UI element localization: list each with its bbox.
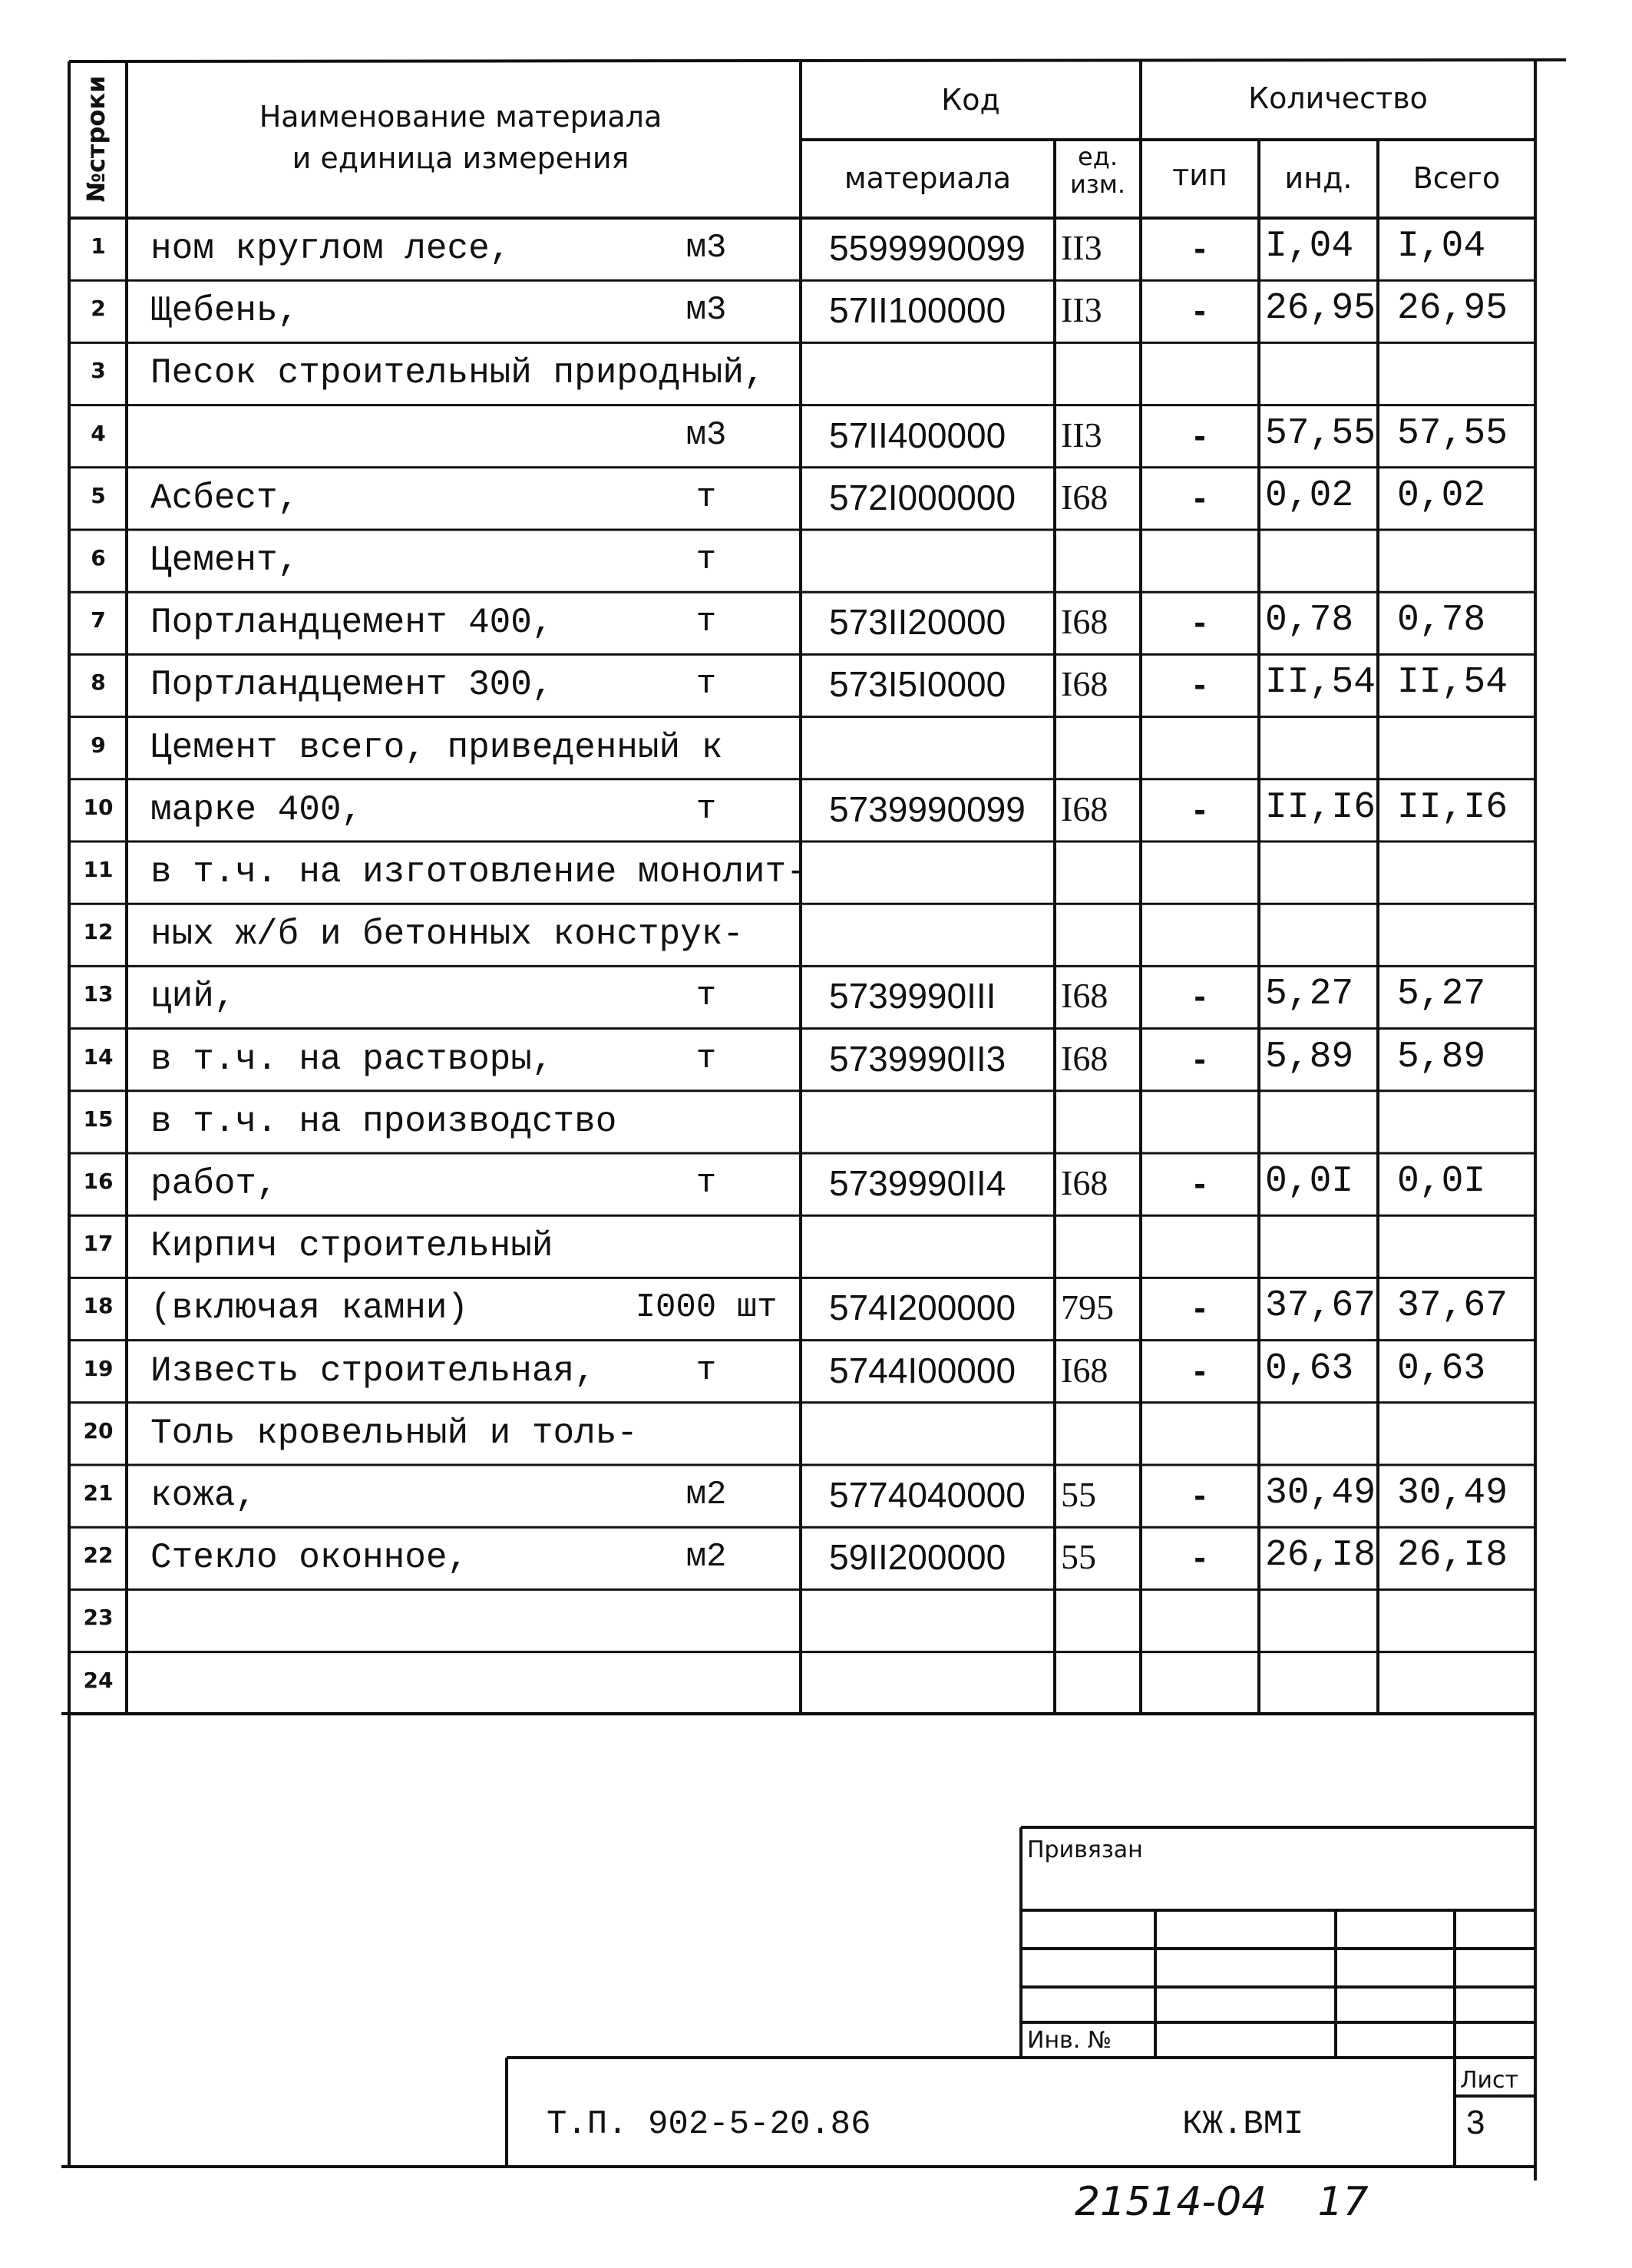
qty-type: -	[1194, 1288, 1206, 1328]
qty-total: 0,0I	[1397, 1161, 1486, 1202]
qty-ind: 0,63	[1265, 1347, 1354, 1390]
material-name: марке 400,	[150, 789, 363, 830]
qty-ind: 30,49	[1265, 1473, 1376, 1514]
row-number: 15	[83, 1106, 114, 1132]
material-name: Асбест,	[150, 478, 299, 518]
row-number: 6	[91, 545, 106, 570]
qty-ind: 5,89	[1265, 1036, 1354, 1078]
material-name: Кирпич строительный	[150, 1226, 553, 1267]
qty-ind: 37,67	[1265, 1285, 1376, 1327]
row-number: 16	[83, 1169, 114, 1194]
unit-code: I68	[1061, 1038, 1108, 1078]
material-name: ций,	[150, 977, 236, 1017]
material-name: Цемент,	[150, 541, 299, 580]
material-code: 573II20000	[829, 602, 1006, 643]
header-qty-type: тип	[1172, 158, 1227, 192]
qty-ind: 26,95	[1265, 288, 1376, 330]
row-number: 24	[83, 1667, 114, 1693]
row-number: 4	[91, 420, 106, 446]
unit-code: I68	[1061, 664, 1108, 704]
stamp-sheet-label: Лист	[1460, 2067, 1519, 2094]
unit-code: 55	[1061, 1537, 1096, 1577]
qty-total: 0,02	[1397, 474, 1486, 517]
qty-type: -	[1194, 290, 1206, 331]
row-number: 20	[83, 1417, 114, 1443]
unit-of-measure: т	[695, 1164, 717, 1202]
qty-ind: 57,55	[1265, 412, 1376, 455]
material-name: ных ж/б и бетонных конструк-	[150, 914, 744, 955]
unit-code: I68	[1061, 1163, 1108, 1202]
qty-type: -	[1194, 602, 1206, 643]
unit-code: II3	[1061, 415, 1102, 455]
unit-code: I68	[1061, 477, 1108, 517]
row-number: 9	[91, 732, 106, 758]
row-number: 13	[83, 981, 114, 1007]
row-number: 10	[83, 794, 114, 820]
unit-of-measure: т	[695, 603, 717, 642]
material-name: в т.ч. на изготовление монолит-	[150, 852, 808, 892]
unit-of-measure: т	[695, 541, 717, 579]
qty-total: 0,78	[1397, 600, 1486, 642]
unit-of-measure: т	[695, 1039, 717, 1078]
unit-of-measure: м3	[686, 415, 727, 455]
material-name: в т.ч. на производство	[150, 1101, 617, 1142]
qty-total: 5,89	[1397, 1036, 1486, 1078]
unit-of-measure: т	[695, 1351, 717, 1390]
stamp-sheet-number: 3	[1466, 2104, 1485, 2141]
stamp-privyazan: Привязан	[1027, 1837, 1143, 1863]
material-name: ном круглом лесе,	[150, 229, 511, 269]
qty-type: -	[1194, 664, 1206, 705]
row-number: 12	[83, 919, 114, 945]
material-name: Известь строительная,	[150, 1351, 596, 1391]
qty-type: -	[1194, 1350, 1206, 1390]
unit-of-measure: т	[695, 977, 717, 1016]
qty-total: I,04	[1397, 226, 1486, 267]
material-name: Портландцемент 400,	[150, 603, 553, 643]
material-name: Стекло оконное,	[150, 1538, 469, 1579]
unit-code: 55	[1061, 1475, 1096, 1514]
header-quantity-group: Количество	[1248, 81, 1428, 115]
qty-type: -	[1194, 976, 1206, 1017]
material-name: Толь кровельный и толь-	[150, 1413, 638, 1453]
qty-type: -	[1194, 415, 1206, 455]
qty-ind: 0,0I	[1265, 1161, 1354, 1202]
unit-code: I68	[1061, 789, 1108, 828]
qty-total: 5,27	[1397, 974, 1486, 1016]
qty-total: 26,I8	[1397, 1535, 1508, 1577]
qty-ind: I,04	[1265, 226, 1354, 267]
row-number: 7	[91, 607, 106, 633]
material-name: работ,	[150, 1164, 278, 1204]
qty-type: -	[1194, 1537, 1206, 1578]
row-number: 17	[83, 1231, 114, 1257]
qty-ind: 5,27	[1265, 974, 1354, 1016]
qty-total: 0,63	[1397, 1347, 1486, 1390]
qty-type: -	[1194, 477, 1206, 517]
row-number: 23	[83, 1605, 114, 1631]
row-number: 19	[83, 1355, 114, 1381]
material-code: 57II100000	[829, 290, 1006, 331]
unit-code: I68	[1061, 602, 1108, 642]
unit-code: II3	[1061, 290, 1102, 330]
material-code: 5739990II3	[829, 1038, 1006, 1079]
unit-of-measure: т	[695, 478, 717, 517]
material-code: 574I200000	[829, 1288, 1016, 1328]
header-code-material: материала	[844, 161, 1012, 195]
qty-type: -	[1194, 1163, 1206, 1203]
unit-of-measure: м3	[686, 291, 727, 330]
unit-of-measure: I000 шт	[635, 1288, 778, 1327]
row-number: 2	[91, 296, 106, 322]
row-number: 5	[91, 482, 106, 508]
header-row-number: №строки	[81, 75, 111, 203]
row-number: 8	[91, 669, 106, 696]
qty-total: 37,67	[1397, 1285, 1508, 1327]
qty-total: 30,49	[1397, 1473, 1508, 1514]
header-qty-total: Всего	[1412, 161, 1501, 195]
row-number: 18	[83, 1293, 114, 1319]
unit-of-measure: м2	[686, 1476, 727, 1514]
qty-ind: II,54	[1265, 662, 1376, 704]
material-code: 573I5I0000	[829, 664, 1006, 705]
header-qty-ind: инд.	[1284, 161, 1353, 195]
stamp-sheet-code: КЖ.ВМI	[1182, 2105, 1304, 2144]
material-code: 5739990II4	[829, 1163, 1006, 1203]
material-code: 59II200000	[829, 1537, 1006, 1578]
qty-total: 57,55	[1397, 412, 1508, 455]
unit-code: II3	[1061, 228, 1102, 267]
material-code: 5739990099	[829, 789, 1026, 829]
material-name: в т.ч. на растворы,	[150, 1039, 553, 1079]
qty-type: -	[1194, 1038, 1206, 1079]
material-code: 5774040000	[829, 1475, 1026, 1515]
qty-ind: 26,I8	[1265, 1535, 1376, 1577]
unit-code: I68	[1061, 1350, 1108, 1390]
unit-code: 795	[1061, 1288, 1114, 1327]
material-name: кожа,	[150, 1476, 257, 1516]
qty-ind: II,I6	[1265, 786, 1376, 828]
material-name: Щебень,	[150, 291, 299, 332]
unit-of-measure: м3	[686, 229, 727, 267]
material-code: 5599990099	[829, 228, 1026, 268]
row-number: 14	[83, 1043, 114, 1070]
material-name: Песок строительный природный,	[150, 353, 765, 394]
qty-type: -	[1194, 1475, 1206, 1515]
material-code: 572I000000	[829, 477, 1016, 517]
material-name: Цемент всего, приведенный к	[150, 727, 723, 768]
header-code-unit: ед. изм.	[1069, 142, 1126, 199]
row-number: 11	[83, 857, 114, 882]
qty-ind: 0,78	[1265, 600, 1354, 642]
unit-of-measure: т	[695, 789, 717, 828]
header-code-group: Код	[941, 83, 1000, 117]
row-number: 22	[83, 1542, 114, 1569]
material-code: 57II400000	[829, 415, 1006, 455]
unit-code: I68	[1061, 976, 1108, 1016]
material-name: Портландцемент 300,	[150, 665, 553, 706]
unit-of-measure: т	[695, 665, 717, 704]
row-number: 21	[83, 1480, 114, 1506]
qty-total: II,I6	[1397, 786, 1508, 828]
material-code: 5744I00000	[829, 1350, 1016, 1390]
handwritten-number: 21514-04 17	[1075, 2179, 1369, 2225]
unit-of-measure: м2	[686, 1538, 727, 1577]
qty-total: 26,95	[1397, 288, 1508, 330]
row-number: 1	[91, 233, 106, 259]
qty-type: -	[1194, 789, 1206, 829]
material-code: 5739990III	[829, 976, 996, 1017]
row-number: 3	[91, 358, 106, 384]
qty-total: II,54	[1397, 662, 1508, 704]
qty-ind: 0,02	[1265, 474, 1354, 517]
header-name: Наименование материала и единица измерения	[259, 100, 662, 175]
stamp-inv-no: Инв. №	[1027, 2027, 1112, 2054]
stamp-doc-code: Т.П. 902-5-20.86	[547, 2105, 871, 2144]
qty-type: -	[1194, 228, 1206, 268]
material-name: (включая камни)	[150, 1288, 469, 1329]
